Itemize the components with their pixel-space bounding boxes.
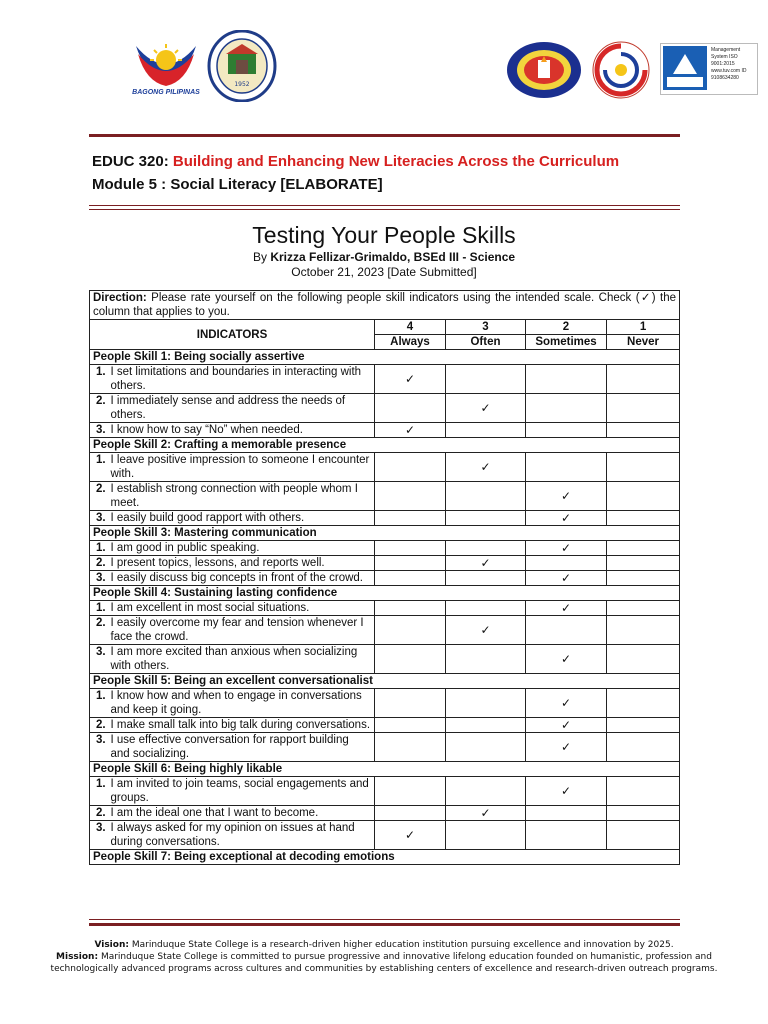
byline: [0, 250, 768, 264]
check-mark-icon: ✓: [560, 784, 572, 798]
skill-heading: People Skill 5: Being an excellent conversationalist: [90, 674, 680, 689]
rating-cell-4[interactable]: [375, 482, 446, 511]
mission-text: Marinduque State College is committed to pursue progressive and innovative lifelong education founded on humanistic, profession and technologically advanced programs across cultures and communities by establishing centers of excellence and research-driven outreach programs.: [50, 952, 718, 974]
indicator-text: I set limitations and boundaries in interacting with others.: [108, 365, 375, 394]
skill-heading-row: [90, 438, 680, 453]
check-mark-icon: ✓: [560, 601, 572, 615]
bagong-pilipinas-logo: [128, 38, 204, 102]
indicator-row: [90, 616, 680, 645]
header-rule-1: [89, 205, 680, 206]
direction-row: [90, 291, 680, 320]
indicator-text: I easily build good rapport with others.: [108, 511, 375, 526]
rating-cell-3[interactable]: [446, 718, 526, 733]
skill-heading-row: [90, 762, 680, 777]
indicator-row: [90, 821, 680, 850]
header-rule-2: [89, 209, 680, 210]
indicator-number: 1.: [90, 601, 108, 616]
direction-cell: [90, 291, 680, 320]
indicator-row: [90, 365, 680, 394]
rating-cell-3[interactable]: [446, 616, 526, 645]
indicator-row: [90, 571, 680, 586]
rating-cell-2[interactable]: [526, 733, 607, 762]
rating-cell-4[interactable]: [375, 777, 446, 806]
course-line: [92, 153, 619, 170]
header-rule-top: [89, 134, 680, 137]
rating-cell-4[interactable]: [375, 511, 446, 526]
rating-cell-3[interactable]: [446, 511, 526, 526]
scale-label-often: Often: [446, 335, 526, 350]
indicator-number: 3.: [90, 571, 108, 586]
bagong-pilipinas-text: BAGONG PILIPINAS: [132, 89, 200, 96]
skill-heading-row: [90, 586, 680, 601]
indicator-text: I easily discuss big concepts in front of the crowd.: [108, 571, 375, 586]
rating-cell-3[interactable]: [446, 482, 526, 511]
svg-text:1952: 1952: [234, 81, 250, 88]
indicator-row: [90, 482, 680, 511]
rating-cell-3[interactable]: [446, 821, 526, 850]
course-title: Building and Enhancing New Literacies Across the Curriculum: [172, 153, 620, 170]
indicator-text: I establish strong connection with people whom I meet.: [108, 482, 375, 511]
scale-label-sometimes: Sometimes: [526, 335, 607, 350]
rating-cell-1[interactable]: [607, 777, 680, 806]
by-prefix: By: [252, 250, 267, 264]
mission-statement: [40, 951, 728, 975]
module-line: Module 5 : Social Literacy [ELABORATE]: [92, 176, 383, 193]
rating-cell-2[interactable]: [526, 511, 607, 526]
skill-heading: People Skill 6: Being highly likable: [90, 762, 680, 777]
indicator-text: I am good in public speaking.: [108, 541, 375, 556]
check-mark-icon: ✓: [560, 541, 572, 555]
rating-cell-1[interactable]: [607, 571, 680, 586]
skill-heading: People Skill 2: Crafting a memorable presence: [90, 438, 680, 453]
check-mark-icon: ✓: [560, 740, 572, 754]
indicator-row: [90, 556, 680, 571]
rating-cell-3[interactable]: [446, 777, 526, 806]
vision-text: Marinduque State College is a research-driven higher education institution pursuing excellence and innovation by 2025.: [131, 940, 674, 950]
indicator-number: 2.: [90, 394, 108, 423]
rating-cell-2[interactable]: [526, 571, 607, 586]
check-mark-icon: ✓: [560, 652, 572, 666]
rating-cell-4[interactable]: [375, 601, 446, 616]
rating-cell-1[interactable]: [607, 541, 680, 556]
rating-cell-3[interactable]: [446, 733, 526, 762]
check-mark-icon: ✓: [560, 489, 572, 503]
indicator-text: I use effective conversation for rapport building and socializing.: [108, 733, 375, 762]
rating-cell-1[interactable]: [607, 365, 680, 394]
rating-cell-1[interactable]: [607, 645, 680, 674]
indicator-row: [90, 394, 680, 423]
indicator-row: [90, 511, 680, 526]
rating-cell-2[interactable]: [526, 541, 607, 556]
scale-num-2: 2: [526, 320, 607, 335]
direction-label: Direction:: [93, 292, 147, 304]
scale-label-never: Never: [607, 335, 680, 350]
check-mark-icon: ✓: [404, 423, 416, 437]
scale-num-1: 1: [607, 320, 680, 335]
rating-cell-2[interactable]: [526, 806, 607, 821]
indicator-text: I present topics, lessons, and reports well.: [108, 556, 375, 571]
indicator-row: [90, 718, 680, 733]
rating-cell-3[interactable]: [446, 645, 526, 674]
rating-cell-2[interactable]: [526, 821, 607, 850]
indicator-row: [90, 453, 680, 482]
indicator-number: 1.: [90, 689, 108, 718]
rating-table: [89, 290, 680, 865]
rating-cell-4[interactable]: [375, 556, 446, 571]
indicator-text: I am more excited than anxious when socializing with others.: [108, 645, 375, 674]
indicator-row: [90, 601, 680, 616]
indicator-text: I know how and when to engage in conversations and keep it going.: [108, 689, 375, 718]
skill-heading: People Skill 3: Mastering communication: [90, 526, 680, 541]
indicator-number: 2.: [90, 718, 108, 733]
philippine-quality-award-seal: [587, 40, 655, 100]
rating-cell-4[interactable]: [375, 571, 446, 586]
indicator-number: 2.: [90, 482, 108, 511]
vision-statement: [40, 939, 728, 951]
rating-cell-4[interactable]: [375, 718, 446, 733]
rating-cell-2[interactable]: [526, 645, 607, 674]
rating-cell-1[interactable]: [607, 511, 680, 526]
skill-heading: People Skill 7: Being exceptional at decoding emotions: [90, 850, 680, 865]
course-code: EDUC 320:: [92, 153, 169, 170]
tuv-badge-text: Management System ISO 9001:2015 www.tuv.com ID 9108634280: [711, 47, 747, 81]
rating-cell-1[interactable]: [607, 482, 680, 511]
rating-cell-4[interactable]: [375, 453, 446, 482]
check-mark-icon: ✓: [480, 806, 491, 820]
indicator-text: I always asked for my opinion on issues at hand during conversations.: [108, 821, 375, 850]
scale-num-3: 3: [446, 320, 526, 335]
rating-cell-4[interactable]: [375, 689, 446, 718]
indicator-text: I immediately sense and address the needs of others.: [108, 394, 375, 423]
marinduque-state-college-seal: [206, 30, 278, 102]
rating-cell-1[interactable]: [607, 616, 680, 645]
footer: [40, 939, 728, 975]
rating-cell-2[interactable]: [526, 423, 607, 438]
check-mark-icon: ✓: [560, 511, 572, 525]
rating-cell-2[interactable]: [526, 394, 607, 423]
rating-cell-2[interactable]: [526, 689, 607, 718]
rating-cell-1[interactable]: [607, 601, 680, 616]
rating-cell-1[interactable]: [607, 806, 680, 821]
check-mark-icon: ✓: [480, 460, 491, 474]
indicator-number: 3.: [90, 733, 108, 762]
rating-cell-3[interactable]: [446, 394, 526, 423]
indicators-header: INDICATORS: [90, 320, 375, 350]
direction-text: Please rate yourself on the following people skill indicators using the intended scale. Check (✓) the column that applies to you.: [93, 292, 677, 318]
indicator-row: [90, 806, 680, 821]
indicator-text: I leave positive impression to someone I encounter with.: [108, 453, 375, 482]
check-mark-icon: ✓: [404, 372, 416, 386]
rating-cell-2[interactable]: [526, 777, 607, 806]
rating-cell-3[interactable]: [446, 453, 526, 482]
rating-cell-3[interactable]: [446, 571, 526, 586]
rating-cell-1[interactable]: [607, 689, 680, 718]
rating-cell-3[interactable]: [446, 556, 526, 571]
indicator-number: 3.: [90, 821, 108, 850]
vision-label: Vision:: [94, 940, 129, 950]
indicator-text: I am the ideal one that I want to become.: [108, 806, 375, 821]
check-mark-icon: ✓: [404, 828, 416, 842]
footer-rule-2: [89, 923, 680, 926]
indicator-row: [90, 645, 680, 674]
indicator-text: I know how to say “No” when needed.: [108, 423, 375, 438]
college-of-education-seal: [504, 40, 584, 100]
rating-cell-3[interactable]: [446, 601, 526, 616]
rating-cell-4[interactable]: [375, 394, 446, 423]
rating-cell-1[interactable]: [607, 453, 680, 482]
scale-number-row: [90, 320, 680, 335]
rating-cell-4[interactable]: [375, 423, 446, 438]
indicator-number: 1.: [90, 541, 108, 556]
rating-cell-1[interactable]: [607, 821, 680, 850]
indicator-text: I am excellent in most social situations.: [108, 601, 375, 616]
document-title: Testing Your People Skills: [252, 222, 516, 248]
author: Krizza Fellizar-Grimaldo, BSEd III - Science: [270, 250, 516, 264]
rating-cell-4[interactable]: [375, 645, 446, 674]
indicator-text: I make small talk into big talk during conversations.: [108, 718, 375, 733]
rating-cell-2[interactable]: [526, 482, 607, 511]
skill-heading-row: [90, 674, 680, 689]
scale-num-4: 4: [375, 320, 446, 335]
indicator-number: 3.: [90, 423, 108, 438]
rating-cell-2[interactable]: [526, 616, 607, 645]
check-mark-icon: ✓: [480, 623, 491, 637]
rating-cell-3[interactable]: [446, 806, 526, 821]
rating-cell-2[interactable]: [526, 718, 607, 733]
indicator-number: 2.: [90, 556, 108, 571]
tuv-rheinland-iso-badge: [660, 43, 758, 95]
rating-cell-4[interactable]: [375, 541, 446, 556]
indicator-number: 3.: [90, 511, 108, 526]
rating-cell-1[interactable]: [607, 733, 680, 762]
indicator-number: 1.: [90, 453, 108, 482]
indicator-row: [90, 733, 680, 762]
rating-cell-4[interactable]: [375, 821, 446, 850]
indicator-text: I easily overcome my fear and tension whenever I face the crowd.: [108, 616, 375, 645]
rating-cell-2[interactable]: [526, 556, 607, 571]
check-mark-icon: ✓: [480, 556, 491, 570]
footer-rule-1: [89, 919, 680, 920]
rating-cell-3[interactable]: [446, 541, 526, 556]
rating-cell-3[interactable]: [446, 423, 526, 438]
indicator-number: 3.: [90, 645, 108, 674]
indicator-row: [90, 689, 680, 718]
submission-date: October 21, 2023 [Date Submitted]: [291, 265, 477, 279]
rating-cell-2[interactable]: [526, 365, 607, 394]
indicator-row: [90, 541, 680, 556]
skill-heading: People Skill 4: Sustaining lasting confidence: [90, 586, 680, 601]
rating-cell-4[interactable]: [375, 616, 446, 645]
rating-cell-1[interactable]: [607, 394, 680, 423]
scale-label-always: Always: [375, 335, 446, 350]
check-mark-icon: ✓: [560, 696, 572, 710]
rating-cell-4[interactable]: [375, 365, 446, 394]
check-mark-icon: ✓: [480, 401, 491, 415]
indicator-number: 2.: [90, 616, 108, 645]
skill-heading: People Skill 1: Being socially assertive: [90, 350, 680, 365]
skill-heading-row: [90, 850, 680, 865]
check-mark-icon: ✓: [560, 718, 572, 732]
indicator-row: [90, 423, 680, 438]
check-mark-icon: ✓: [560, 571, 572, 585]
rating-cell-3[interactable]: [446, 365, 526, 394]
rating-cell-1[interactable]: [607, 556, 680, 571]
rating-cell-2[interactable]: [526, 601, 607, 616]
indicator-number: 1.: [90, 777, 108, 806]
indicator-number: 2.: [90, 806, 108, 821]
skill-heading-row: [90, 526, 680, 541]
rating-cell-1[interactable]: [607, 423, 680, 438]
mission-label: Mission:: [56, 952, 99, 962]
indicator-text: I am invited to join teams, social engagements and groups.: [108, 777, 375, 806]
rating-cell-3[interactable]: [446, 689, 526, 718]
skill-heading-row: [90, 350, 680, 365]
rating-cell-4[interactable]: [375, 733, 446, 762]
indicator-number: 1.: [90, 365, 108, 394]
indicator-row: [90, 777, 680, 806]
rating-cell-1[interactable]: [607, 718, 680, 733]
rating-cell-2[interactable]: [526, 453, 607, 482]
rating-cell-4[interactable]: [375, 806, 446, 821]
